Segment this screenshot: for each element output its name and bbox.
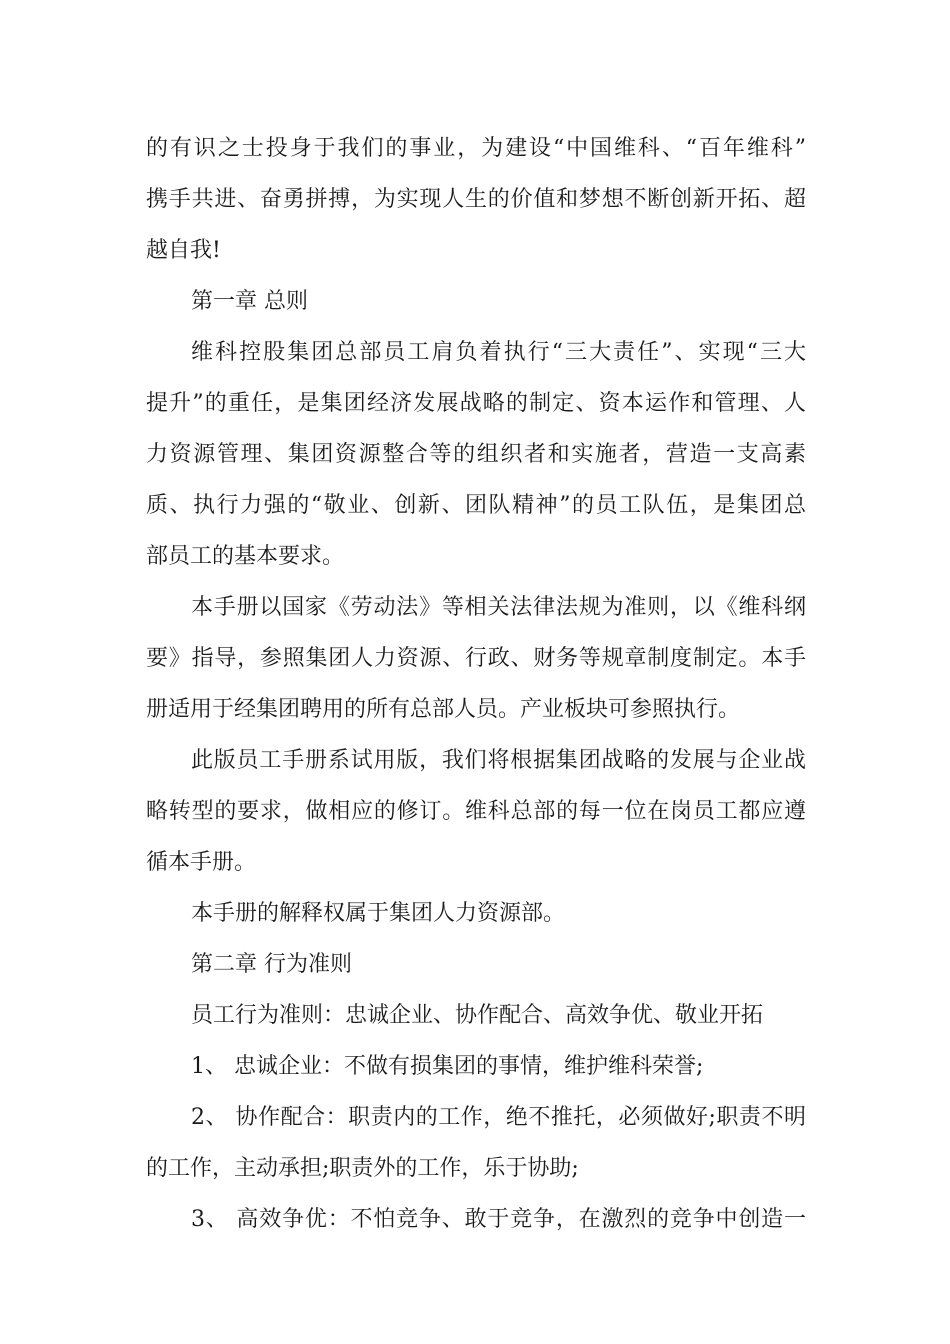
body-line: 的有识之士投身于我们的事业，为建设“中国维科、“百年维科” [146,136,806,161]
body-line: 力资源管理、集团资源整合等的组织者和实施者，营造一支高素 [146,442,806,467]
body-line: 的工作，主动承担;职责外的工作，乐于协助; [146,1156,579,1181]
body-line: 本手册以国家《劳动法》等相关法律法规为准则，以《维科纲 [191,595,806,620]
body-line: 维科控股集团总部员工肩负着执行“三大责任”、实现“三大 [191,340,806,365]
chapter-heading: 第一章 总则 [191,289,308,314]
list-item: 3、 高效争优：不怕竞争、敢于竞争，在激烈的竞争中创造一 [191,1207,806,1232]
body-line: 越自我! [146,238,221,263]
body-line: 本手册的解释权属于集团人力资源部。 [191,901,566,926]
body-line: 此版员工手册系试用版，我们将根据集团战略的发展与企业战 [191,748,806,773]
body-line: 员工行为准则：忠诚企业、协作配合、高效争优、敬业开拓 [191,1003,764,1028]
body-line: 册适用于经集团聘用的所有总部人员。产业板块可参照执行。 [146,697,741,722]
chapter-heading: 第二章 行为准则 [191,952,352,977]
body-line: 提升”的重任，是集团经济发展战略的制定、资本运作和管理、人 [146,391,806,416]
list-item: 2、 协作配合：职责内的工作，绝不推托，必须做好;职责不明 [191,1105,806,1130]
body-line: 部员工的基本要求。 [146,544,345,569]
list-item: 1、 忠诚企业：不做有损集团的事情，维护维科荣誉; [191,1054,704,1079]
body-line: 质、执行力强的“敬业、创新、团队精神”的员工队伍，是集团总 [146,493,806,518]
body-line: 循本手册。 [146,850,257,875]
body-line: 携手共进、奋勇拼搏，为实现人生的价值和梦想不断创新开拓、超 [146,187,806,212]
body-line: 要》指导，参照集团人力资源、行政、财务等规章制度制定。本手 [146,646,806,671]
body-line: 略转型的要求，做相应的修订。维科总部的每一位在岗员工都应遵 [146,799,806,824]
